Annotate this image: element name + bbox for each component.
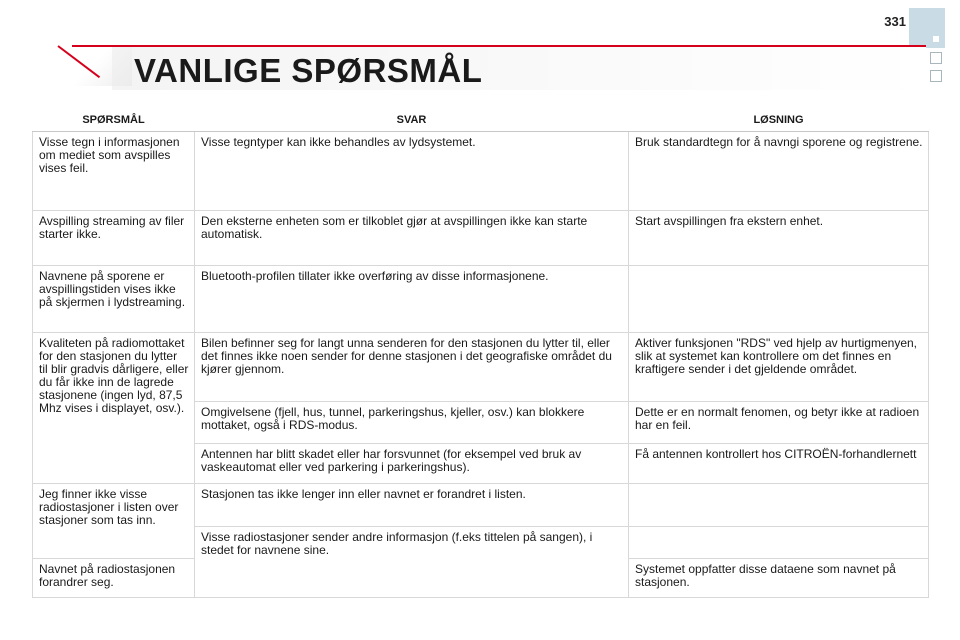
table-row [33,211,929,266]
column-header-question: SPØRSMÅL [33,109,195,132]
page-number: 331 [884,14,906,29]
table-row [33,132,929,211]
answer-cell: Den eksterne enheten som er tilkoblet gjør at avspillingen ikke kan starte automatisk. [195,211,629,266]
title-rule [72,45,926,47]
question-cell: Kvaliteten på radiomottaket for den stasjonen du lytter til blir gradvis dårligere, eller du får ikke inn de lagrede stasjonene (ingen lyd, 87,5 Mhz vises i displayet, osv.). [33,333,195,484]
answer-cell: Omgivelsene (fjell, hus, tunnel, parkeringshus, kjeller, osv.) kan blokkere mottaket, også i RDS-modus. [195,402,629,444]
answer-cell: Visse tegntyper kan ikke behandles av lydsystemet. [195,132,629,211]
solution-cell [629,266,929,333]
table-row [33,484,929,527]
question-cell: Navnet på radiostasjonen forandrer seg. [33,559,195,598]
question-cell: Jeg finner ikke visse radiostasjoner i listen over stasjoner som tas inn. [33,484,195,559]
edge-box-2 [930,70,942,82]
column-header-answer: SVAR [195,109,629,132]
solution-cell: Få antennen kontrollert hos CITROËN-forhandlernett [629,444,929,484]
page-title: VANLIGE SPØRSMÅL [134,52,483,89]
solution-cell: Start avspillingen fra ekstern enhet. [629,211,929,266]
corner-tab [909,8,945,48]
solution-cell [629,527,929,559]
corner-square [933,36,939,42]
solution-cell: Dette er en normalt fenomen, og betyr ikke at radioen har en feil. [629,402,929,444]
answer-cell: Antennen har blitt skadet eller har forsvunnet (for eksempel ved bruk av vaskeautomat eller ved parkering i parkeringshus). [195,444,629,484]
question-cell: Visse tegn i informasjonen om mediet som avspilles vises feil. [33,132,195,211]
table-row [33,266,929,333]
answer-cell: Bluetooth-profilen tillater ikke overføring av disse informasjonene. [195,266,629,333]
solution-cell: Aktiver funksjonen "RDS" ved hjelp av hurtigmenyen, slik at systemet kan kontrollere om det finnes en kraftigere sender i det gjeldende området. [629,333,929,402]
answer-cell: Stasjonen tas ikke lenger inn eller navnet er forandret i listen. [195,484,629,527]
title-slash-fill [72,46,132,86]
column-header-solution: LØSNING [629,109,929,132]
solution-cell [629,484,929,527]
solution-cell: Bruk standardtegn for å navngi sporene og registrene. [629,132,929,211]
table-row [33,333,929,402]
question-cell: Navnene på sporene er avspillingstiden vises ikke på skjermen i lydstreaming. [33,266,195,333]
question-cell: Avspilling streaming av filer starter ikke. [33,211,195,266]
answer-cell: Bilen befinner seg for langt unna senderen for den stasjonen du lytter til, eller det finnes ikke noen sender for denne stasjonen i det geografiske området du kjører gjennom. [195,333,629,402]
answer-cell: Visse radiostasjoner sender andre informasjon (f.eks tittelen på sangen), i stedet for navnene sine. [195,527,629,598]
edge-box-1 [930,52,942,64]
faq-table [32,108,929,598]
header-row [33,109,929,132]
answer-cell: Systemet oppfatter disse dataene som navnet på stasjonen. [629,559,929,598]
